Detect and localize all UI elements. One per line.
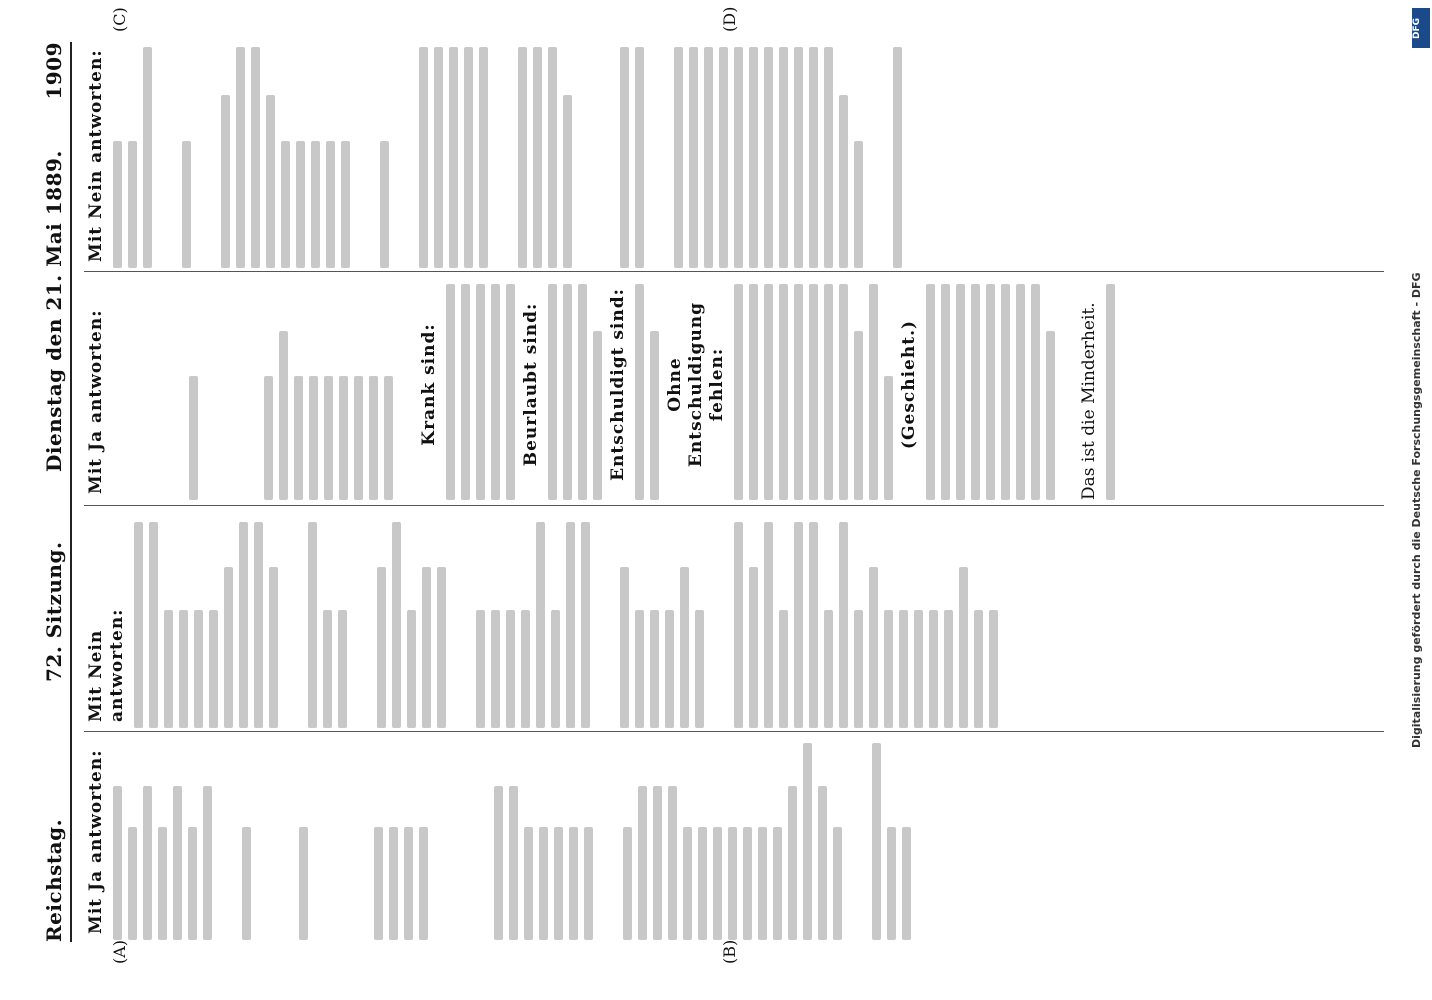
column-3 <box>84 275 1394 500</box>
margin-marker-d: (D) <box>720 6 739 32</box>
column-rule <box>84 271 1384 272</box>
section-heading: Beurlaubt sind: <box>521 302 541 467</box>
closing-line: Das ist die Minderheit. <box>1079 302 1099 500</box>
column-rule <box>84 731 1384 732</box>
column-heading: Mit Ja antworten: <box>86 309 106 494</box>
digitization-note: Digitalisierung gefördert durch die Deutsche Forschungsgemeinschaft - DFG <box>1410 272 1423 748</box>
column-heading: Mit Nein antworten: <box>86 608 127 722</box>
column-heading: Mit Nein antworten: <box>86 49 106 262</box>
column-1 <box>84 735 1394 940</box>
column-rule <box>84 505 1384 506</box>
column-heading: Mit Ja antworten: <box>86 749 106 934</box>
margin-marker-c: (C) <box>110 7 129 32</box>
margin-marker-a: (A) <box>110 939 129 964</box>
header-session: 72. Sitzung. <box>42 541 66 682</box>
section-heading: Krank sind: <box>419 323 439 446</box>
header-date: Dienstag den 21. Mai 1889. <box>42 150 66 472</box>
section-heading: (Geschieht.) <box>899 319 919 450</box>
header-year: 1909 <box>42 42 66 100</box>
header-left: Reichstag. <box>42 818 66 942</box>
header-rule <box>70 42 72 942</box>
margin-marker-b: (B) <box>720 939 739 964</box>
column-4 <box>84 38 1394 268</box>
page-header <box>40 42 68 942</box>
column-2 <box>84 513 1394 728</box>
section-heading: Ohne Entschuldigung fehlen: <box>665 301 727 468</box>
dfg-logo: DFG <box>1412 8 1430 48</box>
section-heading: Entschuldigt sind: <box>608 288 628 481</box>
